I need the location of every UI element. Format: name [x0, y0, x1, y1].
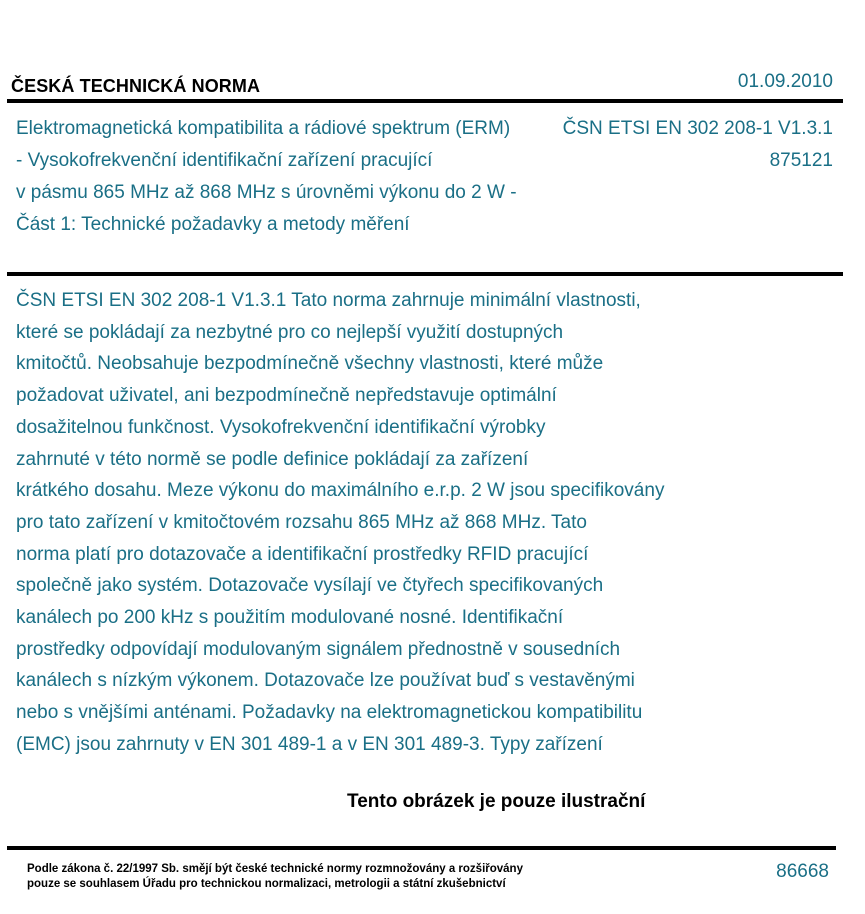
- abstract-line: dosažitelnou funkčnost. Vysokofrekvenční identifikační výrobky: [16, 416, 546, 438]
- classification-code: 875121: [769, 150, 833, 171]
- abstract-line: kmitočtů. Neobsahuje bezpodmínečně všechny vlastnosti, které může: [16, 353, 604, 375]
- abstract-line: kanálech s nízkým výkonem. Dotazovače lze používat buď s vestavěnými: [16, 670, 635, 692]
- abstract-line: krátkého dosahu. Meze výkonu do maximálního e.r.p. 2 W jsou specifikovány: [16, 480, 665, 502]
- abstract-line: které se pokládají za nezbytné pro co nejlepší využití dostupných: [16, 321, 564, 343]
- subject-line: Část 1: Technické požadavky a metody měření: [16, 214, 410, 235]
- subject-line: Elektromagnetická kompatibilita a rádiové spektrum (ERM): [16, 118, 511, 139]
- publication-date: 01.09.2010: [737, 71, 833, 92]
- standard-identification: [563, 113, 833, 177]
- abstract-line: norma platí pro dotazovače a identifikační prostředky RFID pracující: [16, 543, 589, 565]
- abstract-line: nebo s vnějšími anténami. Požadavky na elektromagnetickou kompatibilitu: [16, 702, 643, 724]
- abstract-line: požadovat uživatel, ani bezpodmínečně nepředstavuje optimální: [16, 385, 557, 407]
- abstract-text: [16, 285, 836, 761]
- legal-line: Podle zákona č. 22/1997 Sb. smějí být české technické normy rozmnožovány a rozšiřovány: [27, 863, 523, 875]
- footer-rule: [7, 846, 836, 850]
- standard-designation: ČSN ETSI EN 302 208-1 V1.3.1: [562, 118, 833, 139]
- subject-line: v pásmu 865 MHz až 868 MHz s úrovněmi výkonu do 2 W -: [16, 182, 517, 203]
- document-header-title: ČESKÁ TECHNICKÁ NORMA: [11, 76, 261, 96]
- abstract-line: (EMC) jsou zahrnuty v EN 301 489-1 a v EN 301 489-3. Typy zařízení: [16, 733, 603, 755]
- abstract-line: prostředky odpovídají modulovaným signálem přednostně v sousedních: [16, 638, 621, 660]
- abstract-line: ČSN ETSI EN 302 208-1 V1.3.1 Tato norma zahrnuje minimální vlastnosti,: [16, 290, 641, 311]
- section-rule: [7, 272, 843, 276]
- abstract-line: pro tato zařízení v kmitočtovém rozsahu 865 MHz až 868 MHz. Tato: [16, 511, 587, 533]
- subject-line: - Vysokofrekvenční identifikační zařízení pracující: [16, 150, 433, 171]
- standard-subject: [16, 113, 576, 241]
- abstract-line: kanálech po 200 kHz s použitím modulované nosné. Identifikační: [16, 607, 564, 629]
- illustration-note: Tento obrázek je pouze ilustrační: [347, 791, 646, 812]
- header-rule: [7, 99, 843, 103]
- document-number: 86668: [776, 861, 829, 882]
- legal-line: pouze se souhlasem Úřadu pro technickou normalizaci, metrologii a státní zkušebnictví: [27, 878, 506, 890]
- abstract-line: zahrnuté v této normě se podle definice pokládají za zařízení: [16, 448, 529, 470]
- abstract-line: společně jako systém. Dotazovače vysílají ve čtyřech specifikovaných: [16, 575, 604, 597]
- legal-notice: [27, 862, 523, 892]
